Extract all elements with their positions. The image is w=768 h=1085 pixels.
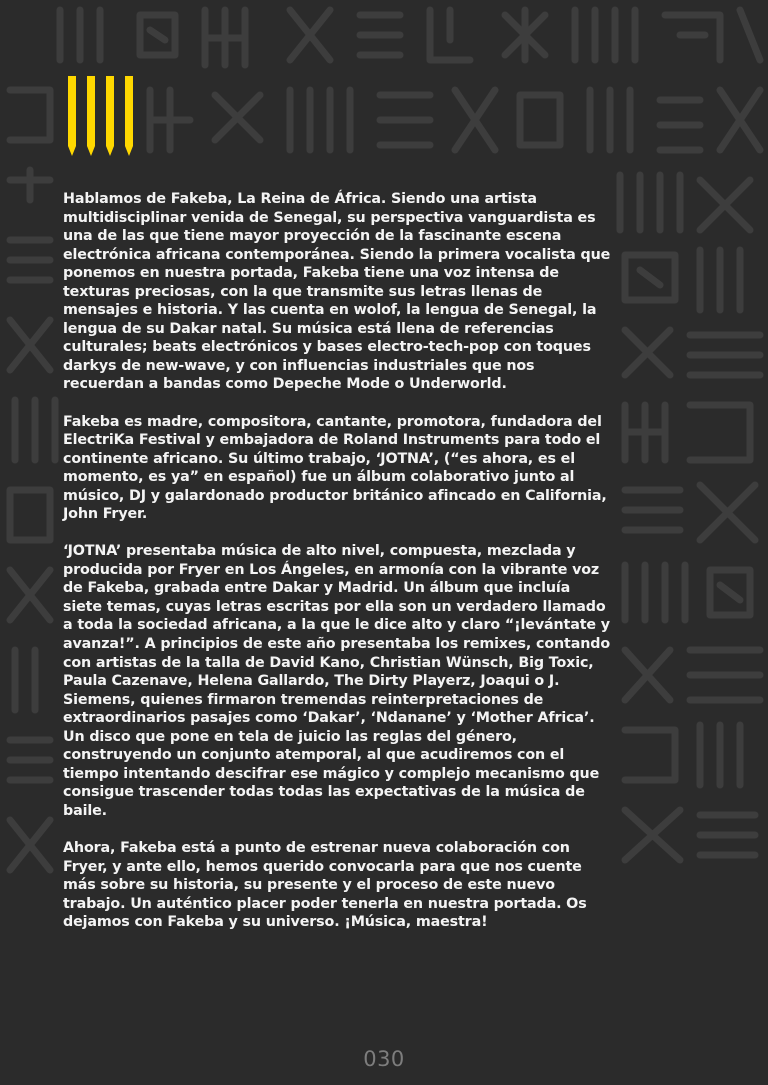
article-body	[63, 190, 611, 950]
article-paragraph-2: Fakeba es madre, compositora, cantante, promotora, fundadora del ElectriKa Festival y embajadora de Roland Instruments para todo el continente africano. Su último trabajo, ‘JOTNA’, (“es ahora, es el momento, es ya” en español) fue un álbum colaborativo junto al músico, DJ y galardonado productor británico afincado en California, John Fryer.	[63, 413, 607, 523]
article-paragraph-4: Ahora, Fakeba está a punto de estrenar nueva colaboración con Fryer, y ante ello, hemos querido convocarla para que nos cuente más sobre su historia, su presente y el proceso de este nuevo trabajo. Un auténtico placer poder tenerla en nuestra portada. Os dejamos con Fakeba y su universo. ¡Música, maestra!	[63, 840, 587, 931]
article-paragraph-3: ‘JOTNA’ presentaba música de alto nivel, compuesta, mezclada y producida por Fryer en Los Ángeles, en armonía con la vibrante voz de Fakeba, grabada entre Dakar y Madrid. Un álbum que incluía siete temas, cuyas letras escritas por ella son un verdadero llamado a toda la sociedad africana, a la que le dice alto y claro “¡levántate y avanza!”. A principios de este año presentaba los remixes, contando con artistas de la talla de David Kano, Christian Wünsch, Big Toxic, Paula Cazenave, Helena Gallardo, The Dirty Playerz, Joaqui o J. Siemens, quienes firmaron tremendas reinterpretaciones de extraordinarios pasajes como ‘Dakar’, ‘Ndanane’ y ‘Mother Africa’. Un disco que pone en tela de juicio las reglas del género, construyendo un conjunto atemporal, al que acudiremos con el tiempo intentando descifrar ese mágico y complejo mecanismo que consigue trascender todas todas las expectativas de la música de baile.	[63, 543, 610, 819]
article-paragraph-1: Hablamos de Fakeba, La Reina de África. Siendo una artista multidisciplinar venida de Senegal, su perspectiva vanguardista es una de las que tiene mayor proyección de la fascinante escena electrónica africana contemporánea. Siendo la primera vocalista que ponemos en nuestra portada, Fakeba tiene una voz intensa de texturas preciosas, con la que transmite sus letras llenas de mensajes e historia. Y las cuenta en wolof, la lengua de Senegal, la lengua de su Dakar natal. Su música está llena de referencias culturales; beats electrónicos y bases electro-tech-pop con toques darkys de new-wave, y con influencias industriales que nos recuerdan a bandas como Depeche Mode o Underworld.	[63, 191, 611, 393]
four-vertical-strokes-icon	[66, 74, 136, 158]
page-number: 030	[363, 1047, 405, 1071]
